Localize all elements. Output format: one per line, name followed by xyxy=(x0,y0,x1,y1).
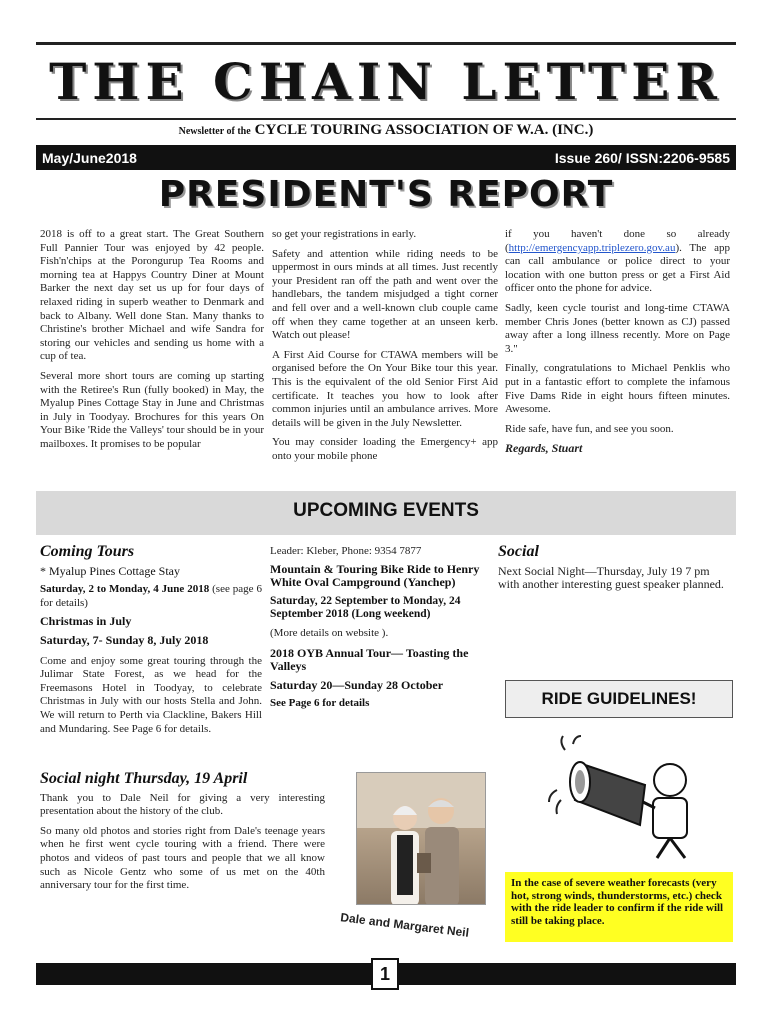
social-night-heading: Social night Thursday, 19 April xyxy=(40,770,248,787)
megaphone-cartoon-icon xyxy=(545,730,725,860)
ride-guidelines-box: RIDE GUIDELINES! xyxy=(505,680,733,718)
myalup-dates-line xyxy=(40,583,262,610)
report-paragraph: Sadly, keen cycle tourist and long-time CTAWA member Chris Jones (better known as CJ) passed away after a long illness recently. More on Page 3." xyxy=(505,301,730,355)
social-column xyxy=(498,545,730,598)
mtb-note: (More details on website ). xyxy=(270,626,389,639)
myalup-title: * Myalup Pines Cottage Stay xyxy=(40,563,180,578)
coming-tours-column xyxy=(40,545,262,742)
report-paragraph: so get your registrations in early. xyxy=(272,228,417,240)
dale-margaret-photo xyxy=(356,772,486,905)
issue-number: Issue 260/ ISSN:2206-9585 xyxy=(554,149,730,166)
upcoming-events-bar: UPCOMING EVENTS xyxy=(36,491,736,535)
issue-date: May/June2018 xyxy=(42,149,137,166)
issue-bar xyxy=(36,145,736,170)
link-prefix: if you haven't done so already ( xyxy=(505,228,730,254)
events-middle-column xyxy=(270,545,494,711)
coming-tours-heading: Coming Tours xyxy=(40,543,135,560)
subtitle-prefix: Newsletter of the xyxy=(178,126,251,137)
subtitle-org: CYCLE TOURING ASSOCIATION OF W.A. (INC.) xyxy=(254,122,594,138)
social-night-paragraph: So many old photos and stories right from Dale's teenage years when he first went cycle touring with a friend. There were photos and videos of past tours and people that we all know such as Nicole Gentz who some of us met on the 40th anniversary tour for the first time. xyxy=(40,824,325,892)
emergency-app-link[interactable]: http://emergencyapp.triplezero.gov.au xyxy=(508,241,676,254)
report-paragraph: Several more short tours are coming up starting with the Retiree's Run (fully booked) in May, the Myalup Pines Cottage Stay in June and Christmas in July in Toodyay. Brochures for this years On Your Bike 'Ride the Valleys' tour should be in your mailboxes. It promises to be popular xyxy=(40,369,264,450)
report-paragraph: Finally, congratulations to Michael Penklis who put in a fantastic effort to complete the infamous Five Dams Ride in eight hours fifteen minutes. Awesome. xyxy=(505,362,730,416)
social-night-paragraph: Thank you to Dale Neil for giving a very interesting presentation about the history of the club. xyxy=(40,791,325,818)
xmas-title: Christmas in July xyxy=(40,614,132,629)
social-night-section xyxy=(40,772,325,899)
link-suffix: ). The app can call ambulance or police direct to your location with one button press or get a First Aid officer onto the phone for advice. xyxy=(505,241,730,295)
social-body: Next Social Night—Thursday, July 19 7 pm with another interesting guest speaker planned. xyxy=(498,563,724,592)
mtb-dates: Saturday, 22 September to Monday, 24 September 2018 (Long weekend) xyxy=(270,594,461,621)
report-column-2 xyxy=(272,228,498,470)
report-title: PRESIDENT'S REPORT xyxy=(158,174,614,215)
myalup-note: (see page 6 for details) xyxy=(40,583,262,609)
report-paragraph xyxy=(505,228,730,296)
top-rule xyxy=(36,42,736,45)
xmas-dates: Saturday, 7- Sunday 8, July 2018 xyxy=(40,632,209,647)
oyb-title: 2018 OYB Annual Tour— Toasting the Valleys xyxy=(270,645,469,674)
masthead-rule xyxy=(36,118,736,120)
photo-caption: Dale and Margaret Neil xyxy=(339,910,470,940)
masthead-title: THE CHAIN LETTER xyxy=(49,52,723,111)
xmas-body: Come and enjoy some great touring through the Julimar State Forest, as we head for the Freemasons Hotel in Toodyay, to celebrate Christmas in July with our hosts Stella and John. We will return to Perth via Clackline, Bakers Hill and Mundaring. See Page 6 for details. xyxy=(40,654,262,735)
page-number: 1 xyxy=(371,958,399,990)
report-column-1 xyxy=(40,228,264,458)
report-column-3 xyxy=(505,228,730,462)
report-paragraph: You may consider loading the Emergency+ app onto your mobile phone xyxy=(272,436,498,462)
mtb-title: Mountain & Touring Bike Ride to Henry White Oval Campground (Yanchep) xyxy=(270,561,480,590)
report-paragraph: Ride safe, have fun, and see you soon. xyxy=(505,422,674,435)
oyb-note: See Page 6 for details xyxy=(270,697,370,710)
masthead-subtitle xyxy=(36,121,736,139)
report-paragraph: A First Aid Course for CTAWA members will be organised before the On Your Bike tour this year. This is the equivalent of the old Senior First Aid certificate. It teaches you how to look after common injuries until an ambulance arrives. More details will be given in the July Newsletter. xyxy=(272,348,498,429)
severe-weather-notice: In the case of severe weather forecasts (very hot, strong winds, thunderstorms, etc.) check with the ride leader to confirm if the ride will still be taking place. xyxy=(505,872,733,942)
leader-info: Leader: Kleber, Phone: 9354 7877 xyxy=(270,545,422,557)
report-signoff: Regards, Stuart xyxy=(505,441,583,456)
report-paragraph: Safety and attention while riding needs to be uppermost in ours minds at all times. Just recently your President ran off the path and went over the handlebars, the tandem misjudged a tight corner and fell over and a well-known club couple came off when they came together at an unseen kerb. Watch out please! xyxy=(272,247,498,342)
social-heading: Social xyxy=(498,543,539,560)
myalup-dates: Saturday, 2 to Monday, 4 June 2018 xyxy=(40,583,210,596)
report-paragraph: 2018 is off to a great start. The Great Southern Full Pannier Tour was enjoyed by 42 people. Fish'n'chips at the Porongurup Tea Rooms and morning tea at Happys Country Diner at Mount Barker the next day set us up for four days of relaxed riding in superb weather to Denmark and back to Albany. Well done Stan. Many thanks to Christine's brother Michael and wife Sandra for storing our vehicles and sending us home with a cup of tea. xyxy=(40,228,264,363)
oyb-dates: Saturday 20—Sunday 28 October xyxy=(270,677,444,692)
